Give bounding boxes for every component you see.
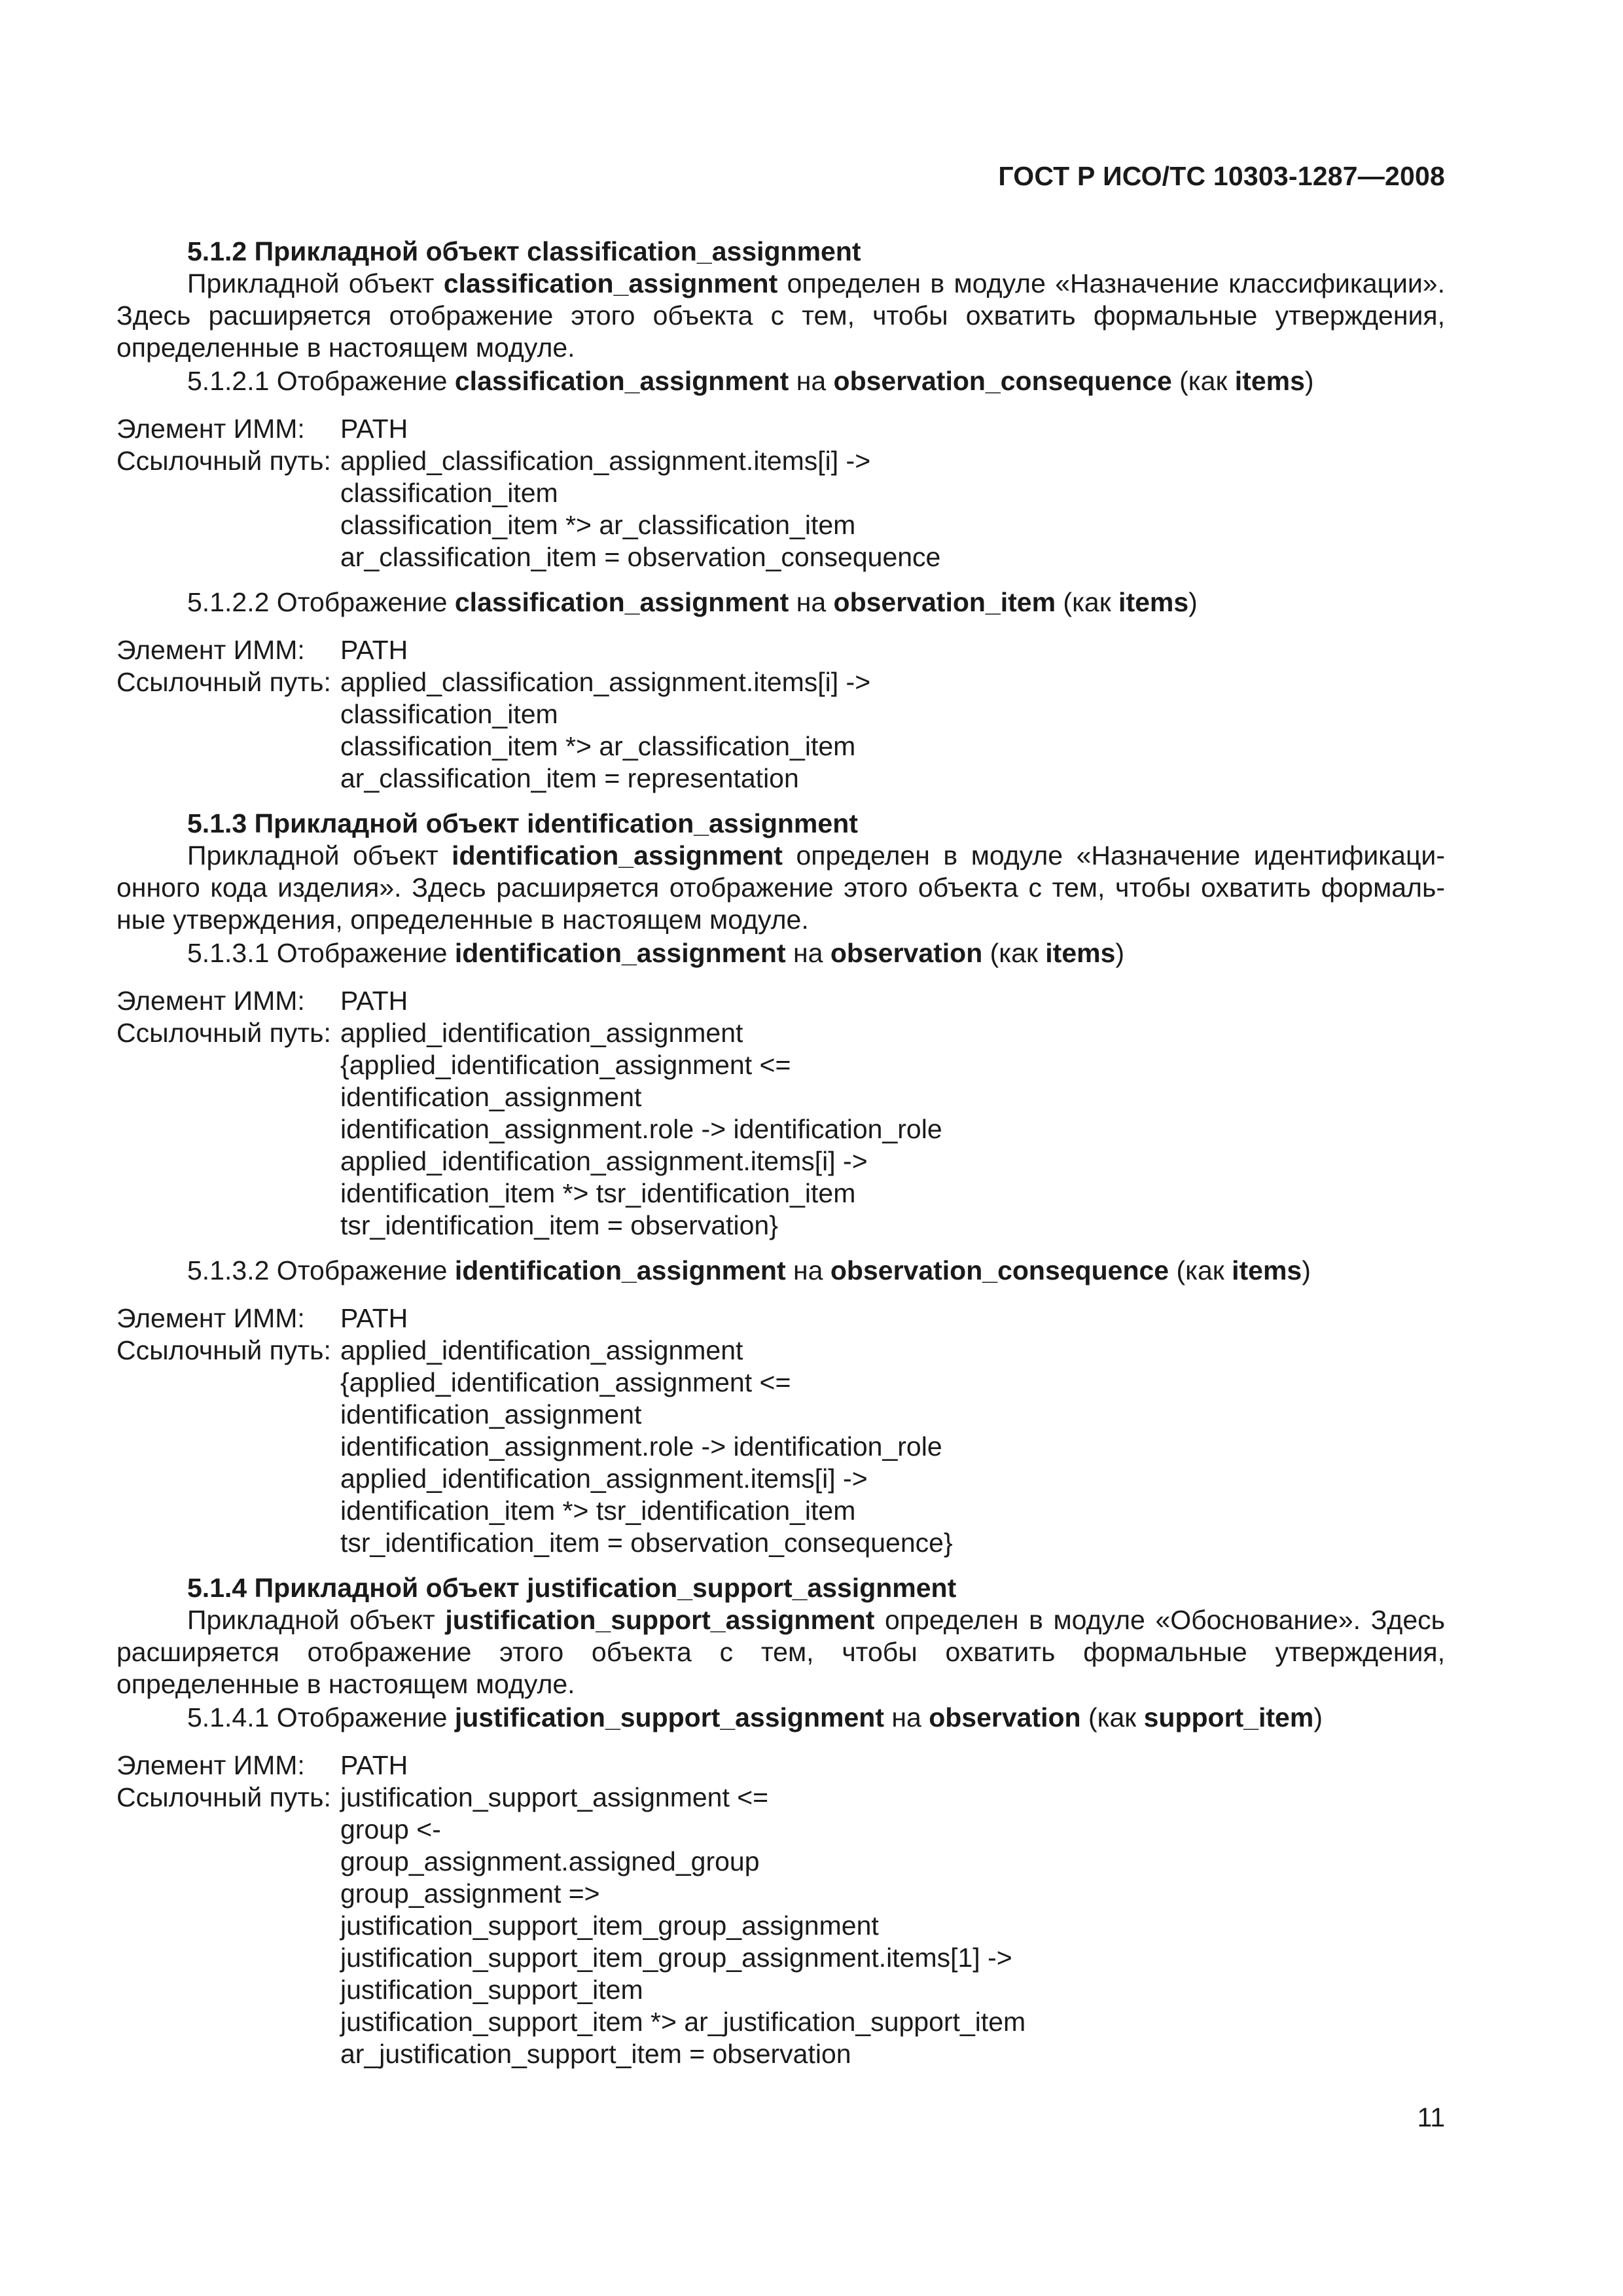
reference-path-line: identification_item *> tsr_identification_item [340,1178,856,1208]
section-number: 5.1.3 [187,808,247,838]
spacer [247,808,254,838]
para-object-name: justification_support_assignment [445,1605,875,1635]
reference-path-line: {applied_identification_assignment <= [340,1050,791,1080]
para-text: определен в модуле «Назначение идентификационного кода изделия». Здесь расширяется отображение этого объекта с тем, чтобы охватить формальные утверждения, определенные в настоящем модуле. [116,840,1445,935]
reference-path-label: Ссылочный путь: [116,446,331,476]
mapping-text: Отображение [276,366,455,396]
mapping-block [116,413,1445,573]
section-title: Прикладной объект justification_support_assignment [254,1573,957,1603]
spacer [269,1255,276,1285]
section-number: 5.1.4 [187,1573,247,1603]
mapping-number: 5.1.3.2 [187,1255,270,1285]
mapping-text: ) [1304,366,1314,396]
reference-path-line: applied_identification_assignment [340,1335,743,1365]
mapping-text: на [785,1255,830,1285]
reference-path-value [340,666,1445,795]
document-body [116,230,1445,2083]
reference-path-line: {applied_identification_assignment <= [340,1367,791,1397]
spacer [269,1702,276,1732]
mapping-object: identification_assignment [454,1255,786,1285]
reference-path-line: classification_item [340,699,558,729]
mapping-block [116,1749,1445,2070]
reference-path-label: Ссылочный путь: [116,1335,331,1365]
mapping-role: items [1118,587,1189,617]
section-number: 5.1.2 [187,236,247,266]
mapping-text: Отображение [276,1702,455,1732]
mapping-block [116,985,1445,1242]
reference-path-line: identification_assignment [340,1082,642,1112]
aim-element-value: PATH [340,1303,408,1333]
section-paragraph [116,840,1445,936]
para-object-name: identification_assignment [452,840,783,870]
mapping-number: 5.1.2.1 [187,366,270,396]
mapping-heading [187,365,1445,397]
reference-path-line: classification_item [340,478,558,508]
reference-path-line: justification_support_item [340,1975,643,2005]
reference-path-line: group_assignment => [340,1878,600,1909]
spacer [269,366,276,396]
aim-element-label: Элемент ИММ: [116,414,305,444]
reference-path-value [340,445,1445,573]
mapping-number: 5.1.4.1 [187,1702,270,1732]
mapping-number: 5.1.2.2 [187,587,270,617]
mapping-text: (как [1171,366,1235,396]
mapping-heading [187,586,1445,619]
para-text: Прикладной объект [187,840,452,870]
reference-path-line: applied_classification_assignment.items[i] -> [340,667,871,697]
mapping-text: ) [1115,938,1125,968]
reference-path-label: Ссылочный путь: [116,667,331,697]
reference-path-line: classification_item *> ar_classification_item [340,510,856,540]
reference-path-line: tsr_identification_item = observation_consequence} [340,1528,953,1558]
reference-path-line: classification_item *> ar_classification_item [340,731,856,761]
mapping-text: на [883,1702,929,1732]
reference-path-label: Ссылочный путь: [116,1018,331,1048]
aim-element-value: PATH [340,414,408,444]
reference-path-value [340,1782,1445,2070]
mapping-text: ) [1313,1702,1323,1732]
aim-element-row [116,985,1445,1017]
section-paragraph [116,268,1445,364]
reference-path-row [116,666,1445,795]
mapping-heading [187,1702,1445,1734]
para-text: определен в модуле «Назначение классификации». Здесь расширяется отображение этого объекта с тем, чтобы охватить формальные утверждения, определенные в настоящем модуле. [116,268,1445,363]
mapping-text: Отображение [276,587,455,617]
reference-path-line: justification_support_item_group_assignment.items[1] -> [340,1943,1012,1973]
mapping-text: ) [1302,1255,1311,1285]
mapping-block [116,634,1445,795]
mapping-object: identification_assignment [454,938,786,968]
reference-path-line: justification_support_item *> ar_justification_support_item [340,2007,1026,2037]
mapping-number: 5.1.3.1 [187,938,270,968]
reference-path-line: ar_justification_support_item = observation [340,2039,851,2069]
reference-path-line: applied_classification_assignment.items[i] -> [340,446,871,476]
spacer [247,236,254,266]
reference-path-line: justification_support_item_group_assignment [340,1910,879,1941]
reference-path-row [116,1782,1445,2070]
mapping-target: observation_consequence [833,366,1172,396]
reference-path-line: justification_support_assignment <= [340,1782,769,1812]
reference-path-line: identification_assignment.role -> identification_role [340,1114,942,1144]
aim-element-row [116,634,1445,666]
mapping-target: observation_consequence [830,1255,1169,1285]
aim-element-label: Элемент ИММ: [116,635,305,665]
section-heading [187,1572,1445,1604]
mapping-object: classification_assignment [454,587,789,617]
spacer [269,587,276,617]
reference-path-line: tsr_identification_item = observation} [340,1210,778,1240]
reference-path-line: identification_assignment.role -> identification_role [340,1431,942,1462]
mapping-text: (как [1080,1702,1144,1732]
aim-element-row [116,1749,1445,1782]
mapping-block [116,1302,1445,1559]
mapping-text: ) [1188,587,1198,617]
para-object-name: classification_assignment [443,268,778,298]
aim-element-value: PATH [340,986,408,1016]
standard-code-header: ГОСТ Р ИСО/ТС 10303-1287—2008 [998,161,1445,191]
section-title: Прикладной объект classification_assignment [254,236,861,266]
para-text: Прикладной объект [187,268,444,298]
mapping-role: items [1234,366,1305,396]
reference-path-line: ar_classification_item = representation [340,763,799,793]
reference-path-line: group_assignment.assigned_group [340,1846,760,1876]
reference-path-value [340,1335,1445,1559]
mapping-heading [187,937,1445,969]
mapping-object: classification_assignment [454,366,789,396]
mapping-target: observation_item [833,587,1056,617]
section-paragraph [116,1604,1445,1700]
aim-element-row [116,1302,1445,1335]
mapping-text: (как [1056,587,1119,617]
spacer [247,1573,254,1603]
aim-element-label: Элемент ИММ: [116,1303,305,1333]
reference-path-row [116,1017,1445,1242]
mapping-text: Отображение [276,938,455,968]
section-heading [187,236,1445,268]
reference-path-line: applied_identification_assignment.items[i] -> [340,1146,868,1176]
spacer [269,938,276,968]
reference-path-line: ar_classification_item = observation_consequence [340,542,941,572]
mapping-text: на [789,366,834,396]
aim-element-label: Элемент ИММ: [116,1750,305,1780]
aim-element-label: Элемент ИММ: [116,986,305,1016]
mapping-target: observation [929,1702,1081,1732]
reference-path-label: Ссылочный путь: [116,1782,331,1812]
para-text: определен в модуле «Обоснование». Здесь расширяется отображение этого объекта с тем, чтобы охватить формальные утверждения, определенные в настоящем модуле. [116,1605,1445,1699]
mapping-text: (как [1169,1255,1232,1285]
reference-path-row [116,1335,1445,1559]
mapping-text: Отображение [276,1255,455,1285]
aim-element-value: PATH [340,1750,408,1780]
mapping-target: observation [830,938,983,968]
aim-element-row [116,413,1445,445]
mapping-text: на [785,938,830,968]
reference-path-line: identification_assignment [340,1399,642,1429]
mapping-text: на [789,587,834,617]
mapping-role: items [1232,1255,1302,1285]
mapping-heading [187,1255,1445,1287]
mapping-role: items [1045,938,1116,968]
para-text: Прикладной объект [187,1605,446,1635]
aim-element-value: PATH [340,635,408,665]
reference-path-row [116,445,1445,573]
mapping-role: support_item [1143,1702,1314,1732]
mapping-text: (как [982,938,1046,968]
section-title: Прикладной объект identification_assignment [254,808,858,838]
reference-path-line: group <- [340,1814,441,1844]
reference-path-line: identification_item *> tsr_identification_item [340,1496,856,1526]
mapping-object: justification_support_assignment [454,1702,884,1732]
reference-path-line: applied_identification_assignment.items[i] -> [340,1463,868,1494]
reference-path-value [340,1017,1445,1242]
page-number: 11 [1417,2102,1445,2132]
section-heading [187,808,1445,840]
reference-path-line: applied_identification_assignment [340,1018,743,1048]
